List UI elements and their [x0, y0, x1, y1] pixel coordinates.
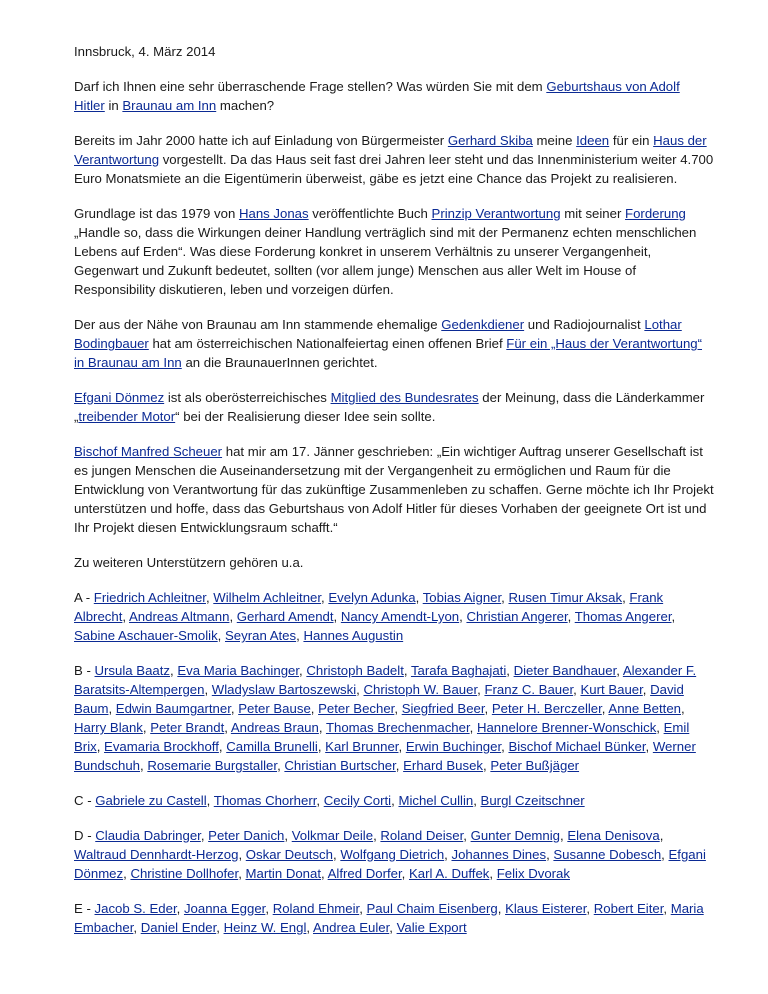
- supporter-link-claudia-dabringer[interactable]: Claudia Dabringer: [95, 828, 201, 843]
- supporter-link-erhard-busek[interactable]: Erhard Busek: [403, 758, 484, 773]
- supporter-link-rusen-timur-aksak[interactable]: Rusen Timur Aksak: [508, 590, 623, 605]
- link-mitglied-des-bundesrates[interactable]: Mitglied des Bundesrates: [330, 390, 479, 405]
- paragraph-bundesrat: [74, 388, 714, 426]
- supporter-link-daniel-ender[interactable]: Daniel Ender: [140, 920, 217, 935]
- paragraph-open-letter: [74, 315, 714, 372]
- supporters-groups: [74, 588, 714, 937]
- text-segment: “ bei der Realisierung dieser Idee sein sollte.: [175, 409, 436, 424]
- supporter-link-peter-bu-jager[interactable]: Peter Bußjäger: [490, 758, 580, 773]
- supporter-link-wolfgang-dietrich[interactable]: Wolfgang Dietrich: [340, 847, 445, 862]
- link-lothar-bodingbauer[interactable]: Lothar Bodingbauer: [74, 317, 682, 351]
- supporter-link-jacob-s-eder[interactable]: Jacob S. Eder: [94, 901, 177, 916]
- supporter-link-hannelore-brenner-wonschick[interactable]: Hannelore Brenner-Wonschick: [476, 720, 657, 735]
- text-segment: vorgestellt. Da das Haus seit fast drei Jahren leer steht und das Innenministerium weiter 4.700 Euro Monatsmiete an die Eigentümerin überweist, gäbe es jetzt eine Chance das Projekt zu realisieren.: [74, 152, 714, 186]
- text-segment: und Radiojournalist: [524, 317, 645, 332]
- supporter-link-alfred-dorfer[interactable]: Alfred Dorfer: [327, 866, 402, 881]
- supporter-link-martin-donat[interactable]: Martin Donat: [245, 866, 322, 881]
- link-haus-der-verantwortung[interactable]: Haus der Verantwortung: [74, 133, 707, 167]
- supporter-link-klaus-eisterer[interactable]: Klaus Eisterer: [505, 901, 587, 916]
- supporter-link-cecily-corti[interactable]: Cecily Corti: [323, 793, 392, 808]
- supporter-link-seyran-ates[interactable]: Seyran Ates: [225, 628, 297, 643]
- text-segment: Bereits im Jahr 2000 hatte ich auf Einladung von Bürgermeister: [74, 133, 448, 148]
- supporter-link-anne-betten[interactable]: Anne Betten: [608, 701, 681, 716]
- supporter-link-karl-brunner[interactable]: Karl Brunner: [325, 739, 399, 754]
- supporter-link-peter-bause[interactable]: Peter Bause: [238, 701, 311, 716]
- link-treibender-motor[interactable]: treibender Motor: [78, 409, 176, 424]
- supporter-link-efgani-donmez[interactable]: Efgani Dönmez: [74, 847, 706, 881]
- text-segment: der Meinung, dass die Länderkammer „: [74, 390, 705, 424]
- paragraph-history: [74, 131, 714, 188]
- supporter-link-maria-embacher[interactable]: Maria Embacher: [74, 901, 704, 935]
- supporter-link-sabine-aschauer-smolik[interactable]: Sabine Aschauer-Smolik: [74, 628, 218, 643]
- link-hans-jonas[interactable]: Hans Jonas: [238, 206, 309, 221]
- link-gedenkdiener[interactable]: Gedenkdiener: [441, 317, 525, 332]
- supporter-link-friedrich-achleitner[interactable]: Friedrich Achleitner: [93, 590, 206, 605]
- supporter-link-wilhelm-achleitner[interactable]: Wilhelm Achleitner: [213, 590, 322, 605]
- supporter-link-karl-a-duffek[interactable]: Karl A. Duffek: [408, 866, 490, 881]
- supporter-link-eva-maria-bachinger[interactable]: Eva Maria Bachinger: [177, 663, 300, 678]
- supporter-link-gabriele-zu-castell[interactable]: Gabriele zu Castell: [95, 793, 207, 808]
- supporter-link-alexander-f-baratsits-altempergen[interactable]: Alexander F. Baratsits-Altempergen: [74, 663, 697, 697]
- supporters-intro: Zu weiteren Unterstützern gehören u.a.: [74, 555, 304, 570]
- link-braunau-am-inn[interactable]: Braunau am Inn: [122, 98, 217, 113]
- supporter-link-elena-denisova[interactable]: Elena Denisova: [567, 828, 660, 843]
- text-segment: machen?: [216, 98, 275, 113]
- supporter-link-christine-dollhofer[interactable]: Christine Dollhofer: [130, 866, 239, 881]
- supporter-link-waltraud-dennhardt-herzog[interactable]: Waltraud Dennhardt-Herzog: [74, 847, 239, 862]
- supporter-link-andreas-altmann[interactable]: Andreas Altmann: [129, 609, 230, 624]
- supporter-link-johannes-dines[interactable]: Johannes Dines: [451, 847, 547, 862]
- supporter-link-frank-albrecht[interactable]: Frank Albrecht: [74, 590, 664, 624]
- link-efgani-donmez[interactable]: Efgani Dönmez: [74, 390, 165, 405]
- supporter-link-robert-eiter[interactable]: Robert Eiter: [593, 901, 664, 916]
- supporter-link-peter-danich[interactable]: Peter Danich: [208, 828, 285, 843]
- supporters-group-e: E - Jacob S. Eder, Joanna Egger, Roland Ehmeir, Paul Chaim Eisenberg, Klaus Eisterer, Robert Eiter, Maria Embacher, Daniel Ender, Heinz W. Engl, Andrea Euler, Valie Export: [74, 901, 704, 935]
- supporter-link-tobias-aigner[interactable]: Tobias Aigner: [422, 590, 502, 605]
- supporters-group-c: C - Gabriele zu Castell, Thomas Chorherr, Cecily Corti, Michel Cullin, Burgl Czeitschner: [74, 793, 585, 808]
- text-segment: mit seiner: [560, 206, 626, 221]
- link-gerhard-skiba[interactable]: Gerhard Skiba: [447, 133, 533, 148]
- supporter-link-roland-deiser[interactable]: Roland Deiser: [380, 828, 464, 843]
- supporter-link-thomas-angerer[interactable]: Thomas Angerer: [574, 609, 672, 624]
- supporter-link-oskar-deutsch[interactable]: Oskar Deutsch: [245, 847, 333, 862]
- text-segment: für ein: [609, 133, 654, 148]
- supporter-link-felix-dvorak[interactable]: Felix Dvorak: [496, 866, 570, 881]
- supporter-link-roland-ehmeir[interactable]: Roland Ehmeir: [272, 901, 360, 916]
- supporter-link-evamaria-brockhoff[interactable]: Evamaria Brockhoff: [104, 739, 219, 754]
- supporter-link-franz-c-bauer[interactable]: Franz C. Bauer: [484, 682, 574, 697]
- text-segment: in: [104, 98, 123, 113]
- supporter-link-werner-bundschuh[interactable]: Werner Bundschuh: [74, 739, 696, 773]
- supporter-link-tarafa-baghajati[interactable]: Tarafa Baghajati: [410, 663, 507, 678]
- link-prinzip-verantwortung[interactable]: Prinzip Verantwortung: [431, 206, 561, 221]
- supporter-link-david-baum[interactable]: David Baum: [74, 682, 684, 716]
- supporter-link-christoph-badelt[interactable]: Christoph Badelt: [306, 663, 404, 678]
- supporters-group-a: A - Friedrich Achleitner, Wilhelm Achleitner, Evelyn Adunka, Tobias Aigner, Rusen Timur Aksak, Frank Albrecht, Andreas Altmann, Gerhard Amendt, Nancy Amendt-Lyon, Christian Angerer, Thomas Angerer, Sabine Aschauer-Smolik, Seyran Ates, Hannes Augustin: [74, 590, 676, 643]
- supporter-link-christian-burtscher[interactable]: Christian Burtscher: [284, 758, 396, 773]
- link-ideen[interactable]: Ideen: [576, 133, 610, 148]
- supporter-link-wladyslaw-bartoszewski[interactable]: Wladyslaw Bartoszewski: [211, 682, 357, 697]
- text-segment: veröffentlichte Buch: [308, 206, 432, 221]
- link-bischof-manfred-scheuer[interactable]: Bischof Manfred Scheuer: [74, 444, 223, 459]
- supporters-group-b: B - Ursula Baatz, Eva Maria Bachinger, Christoph Badelt, Tarafa Baghajati, Dieter Bandhauer, Alexander F. Baratsits-Altempergen, Wladyslaw Bartoszewski, Christoph W. Bauer, Franz C. Bauer, Kurt Bauer, David Baum, Edwin Baumgartner, Peter Bause, Peter Becher, Siegfried Beer, Peter H. Berczeller, Anne Betten, Harry Blank, Peter Brandt, Andreas Braun, Thomas Brechenmacher, Hannelore Brenner-Wonschick, Emil Brix, Evamaria Brockhoff, Camilla Brunelli, Karl Brunner, Erwin Buchinger, Bischof Michael Bünker, Werner Bundschuh, Rosemarie Burgstaller, Christian Burtscher, Erhard Busek, Peter Bußjäger: [74, 663, 697, 773]
- group-letter: A -: [74, 590, 94, 605]
- supporter-link-peter-h-berczeller[interactable]: Peter H. Berczeller: [491, 701, 602, 716]
- supporter-link-camilla-brunelli[interactable]: Camilla Brunelli: [226, 739, 318, 754]
- supporter-link-christian-angerer[interactable]: Christian Angerer: [466, 609, 568, 624]
- supporter-link-gerhard-amendt[interactable]: Gerhard Amendt: [236, 609, 334, 624]
- supporter-link-christoph-w-bauer[interactable]: Christoph W. Bauer: [363, 682, 478, 697]
- link-geburtshaus-von-adolf-hitler[interactable]: Geburtshaus von Adolf Hitler: [74, 79, 680, 113]
- supporter-link-hannes-augustin[interactable]: Hannes Augustin: [303, 628, 404, 643]
- text-segment: hat am österreichischen Nationalfeiertag einen offenen Brief: [148, 336, 507, 351]
- text-segment: an die BraunauerInnen gerichtet.: [181, 355, 378, 370]
- text-segment: ist als oberösterreichisches: [164, 390, 331, 405]
- supporter-link-peter-brandt[interactable]: Peter Brandt: [150, 720, 225, 735]
- text-segment: meine: [532, 133, 577, 148]
- supporter-link-andrea-euler[interactable]: Andrea Euler: [313, 920, 390, 935]
- supporter-link-erwin-buchinger[interactable]: Erwin Buchinger: [405, 739, 502, 754]
- supporter-link-burgl-czeitschner[interactable]: Burgl Czeitschner: [480, 793, 585, 808]
- supporter-link-heinz-w-engl[interactable]: Heinz W. Engl: [223, 920, 307, 935]
- supporter-link-rosemarie-burgstaller[interactable]: Rosemarie Burgstaller: [147, 758, 278, 773]
- supporter-link-paul-chaim-eisenberg[interactable]: Paul Chaim Eisenberg: [366, 901, 498, 916]
- paragraph-bishop-quote: [74, 442, 714, 537]
- paragraph-question: [74, 77, 714, 115]
- supporter-link-andreas-braun[interactable]: Andreas Braun: [230, 720, 319, 735]
- link-forderung[interactable]: Forderung: [625, 206, 686, 221]
- supporter-link-edwin-baumgartner[interactable]: Edwin Baumgartner: [115, 701, 231, 716]
- group-letter: B -: [74, 663, 95, 678]
- supporter-link-harry-blank[interactable]: Harry Blank: [74, 720, 143, 735]
- supporter-link-ursula-baatz[interactable]: Ursula Baatz: [94, 663, 171, 678]
- group-letter: D -: [74, 828, 96, 843]
- supporter-link-siegfried-beer[interactable]: Siegfried Beer: [401, 701, 485, 716]
- supporters-group-d: D - Claudia Dabringer, Peter Danich, Volkmar Deile, Roland Deiser, Gunter Demnig, Elena Denisova, Waltraud Dennhardt-Herzog, Oskar Deutsch, Wolfgang Dietrich, Johannes Dines, Susanne Dobesch, Efgani Dönmez, Christine Dollhofer, Martin Donat, Alfred Dorfer, Karl A. Duffek, Felix Dvorak: [74, 828, 706, 881]
- supporter-link-michel-cullin[interactable]: Michel Cullin: [398, 793, 474, 808]
- group-letter: E -: [74, 901, 95, 916]
- text-segment: Grundlage ist das 1979 von: [74, 206, 239, 221]
- link-fur-ein-haus-der-verantwortung-in-braunau-am-inn[interactable]: Für ein „Haus der Verantwortung“ in Braunau am Inn: [74, 336, 703, 370]
- supporter-link-valie-export[interactable]: Valie Export: [396, 920, 467, 935]
- supporter-link-kurt-bauer[interactable]: Kurt Bauer: [580, 682, 643, 697]
- text-segment: Darf ich Ihnen eine sehr überraschende Frage stellen? Was würden Sie mit dem: [74, 79, 547, 94]
- supporter-link-evelyn-adunka[interactable]: Evelyn Adunka: [328, 590, 416, 605]
- letter-document: [74, 42, 714, 953]
- supporter-link-volkmar-deile[interactable]: Volkmar Deile: [291, 828, 374, 843]
- supporter-link-thomas-brechenmacher[interactable]: Thomas Brechenmacher: [325, 720, 470, 735]
- supporter-link-thomas-chorherr[interactable]: Thomas Chorherr: [213, 793, 317, 808]
- supporter-link-gunter-demnig[interactable]: Gunter Demnig: [470, 828, 560, 843]
- supporter-link-bischof-michael-bunker[interactable]: Bischof Michael Bünker: [508, 739, 646, 754]
- dateline: Innsbruck, 4. März 2014: [74, 44, 216, 59]
- supporter-link-nancy-amendt-lyon[interactable]: Nancy Amendt-Lyon: [340, 609, 460, 624]
- supporter-link-dieter-bandhauer[interactable]: Dieter Bandhauer: [513, 663, 617, 678]
- text-segment: Der aus der Nähe von Braunau am Inn stammende ehemalige: [74, 317, 442, 332]
- group-letter: C -: [74, 793, 96, 808]
- text-segment: „Handle so, dass die Wirkungen deiner Handlung verträglich sind mit der Permanenz echten menschlichen Lebens auf Erden“. Was diese Forderung konkret in unserem Verhältnis zu unserer Vergangenheit, Gegenwart und Zukunft bedeutet, sollten (vor allem junge) Menschen aus aller Welt im House of Responsibility diskutieren, leben und vorzeigen dürfen.: [74, 225, 697, 297]
- supporter-link-susanne-dobesch[interactable]: Susanne Dobesch: [553, 847, 662, 862]
- supporter-link-joanna-egger[interactable]: Joanna Egger: [183, 901, 266, 916]
- paragraph-foundation: [74, 204, 714, 299]
- text-segment: hat mir am 17. Jänner geschrieben: „Ein wichtiger Auftrag unserer Gesellschaft ist es jungen Menschen die Auseinandersetzung mit der Vergangenheit zu ermöglichen und Raum für die Entwicklung von Verantwortung für das zukünftige Zusammenleben zu schaffen. Gerne möchte ich Ihr Projekt unterstützen und hoffe, dass das Geburtshaus von Adolf Hitler für dieses Vorhaben der geeignete Ort ist und Ihr Projekt diesen Entwicklungsraum schafft.“: [74, 444, 714, 535]
- supporter-link-emil-brix[interactable]: Emil Brix: [74, 720, 690, 754]
- supporter-link-peter-becher[interactable]: Peter Becher: [318, 701, 395, 716]
